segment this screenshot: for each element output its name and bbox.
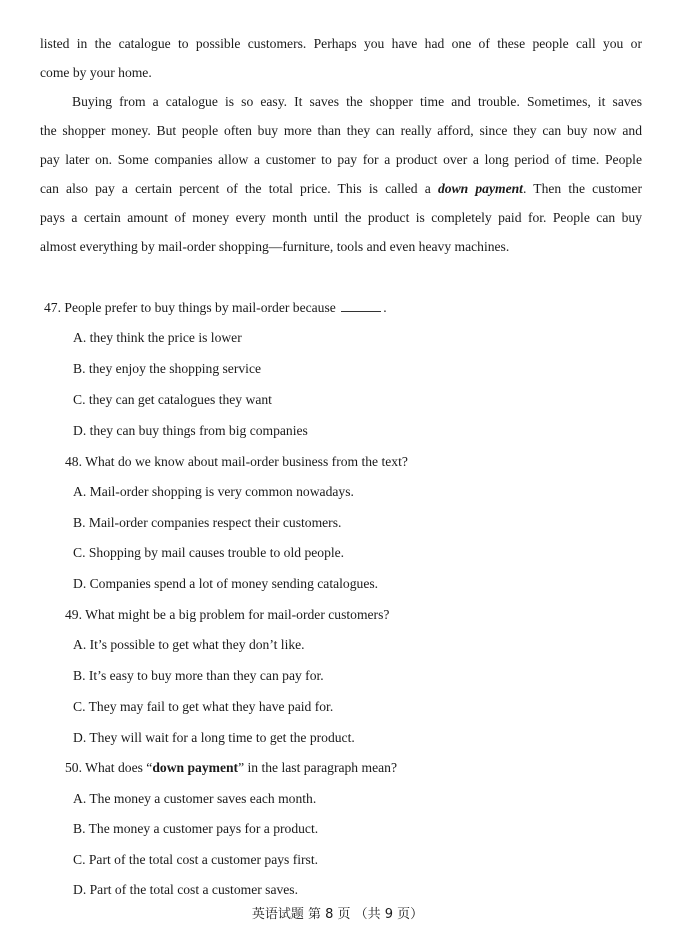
passage-line: pays a certain amount of money every month until the product is completely paid for. People can buy (40, 210, 642, 225)
question-stem-50 (65, 759, 397, 777)
page-footer: 英语试题 第 8 页 （共 9 页） (251, 907, 424, 922)
passage-line: the shopper money. But people often buy more than they can really afford, since they can buy now and (40, 123, 642, 138)
option-49-c: C. They may fail to get what they have paid for. (73, 699, 334, 714)
option-47-a: A. they think the price is lower (73, 330, 242, 345)
question-text-end: ” in the last paragraph mean? (238, 760, 397, 775)
passage-line: listed in the catalogue to possible customers. Perhaps you have had one of these people call you or (40, 36, 642, 51)
option-49-a: A. It’s possible to get what they don’t like. (73, 637, 305, 652)
down-payment-term: down payment (437, 181, 523, 196)
option-47-d: D. they can buy things from big companies (73, 423, 308, 438)
passage-line (40, 180, 642, 198)
question-stem-49: 49. What might be a big problem for mail-order customers? (65, 607, 390, 622)
question-text: 47. People prefer to buy things by mail-order because (44, 300, 336, 315)
option-48-c: C. Shopping by mail causes trouble to old people. (73, 545, 345, 560)
option-48-b: B. Mail-order companies respect their customers. (73, 515, 342, 530)
passage-text: can also pay a certain percent of the total price. This is called a (40, 181, 431, 196)
option-48-d: D. Companies spend a lot of money sending catalogues. (73, 576, 379, 591)
option-49-d: D. They will wait for a long time to get the product. (73, 730, 355, 745)
passage-text: . Then the customer (522, 181, 642, 196)
passage-line: Buying from a catalogue is so easy. It saves the shopper time and trouble. Sometimes, it saves (72, 94, 642, 109)
option-48-a: A. Mail-order shopping is very common nowadays. (73, 484, 354, 499)
option-50-d: D. Part of the total cost a customer saves. (73, 882, 298, 897)
option-50-b: B. The money a customer pays for a product. (73, 821, 319, 836)
question-stem-47 (44, 299, 387, 317)
question-text-end: . (383, 300, 387, 315)
option-47-b: B. they enjoy the shopping service (73, 361, 262, 376)
passage-line: almost everything by mail-order shopping—furniture, tools and even heavy machines. (40, 239, 510, 254)
option-49-b: B. It’s easy to buy more than they can pay for. (73, 668, 324, 683)
option-50-c: C. Part of the total cost a customer pays first. (73, 852, 319, 867)
question-text: 50. What does “ (65, 760, 153, 775)
passage-line: pay later on. Some companies allow a customer to pay for a product over a long period of time. People (40, 152, 642, 167)
option-50-a: A. The money a customer saves each month. (73, 791, 317, 806)
question-stem-48: 48. What do we know about mail-order business from the text? (65, 454, 408, 469)
down-payment-term: down payment (152, 760, 239, 775)
passage-line: come by your home. (40, 65, 152, 80)
answer-blank (341, 299, 381, 312)
option-47-c: C. they can get catalogues they want (73, 392, 272, 407)
